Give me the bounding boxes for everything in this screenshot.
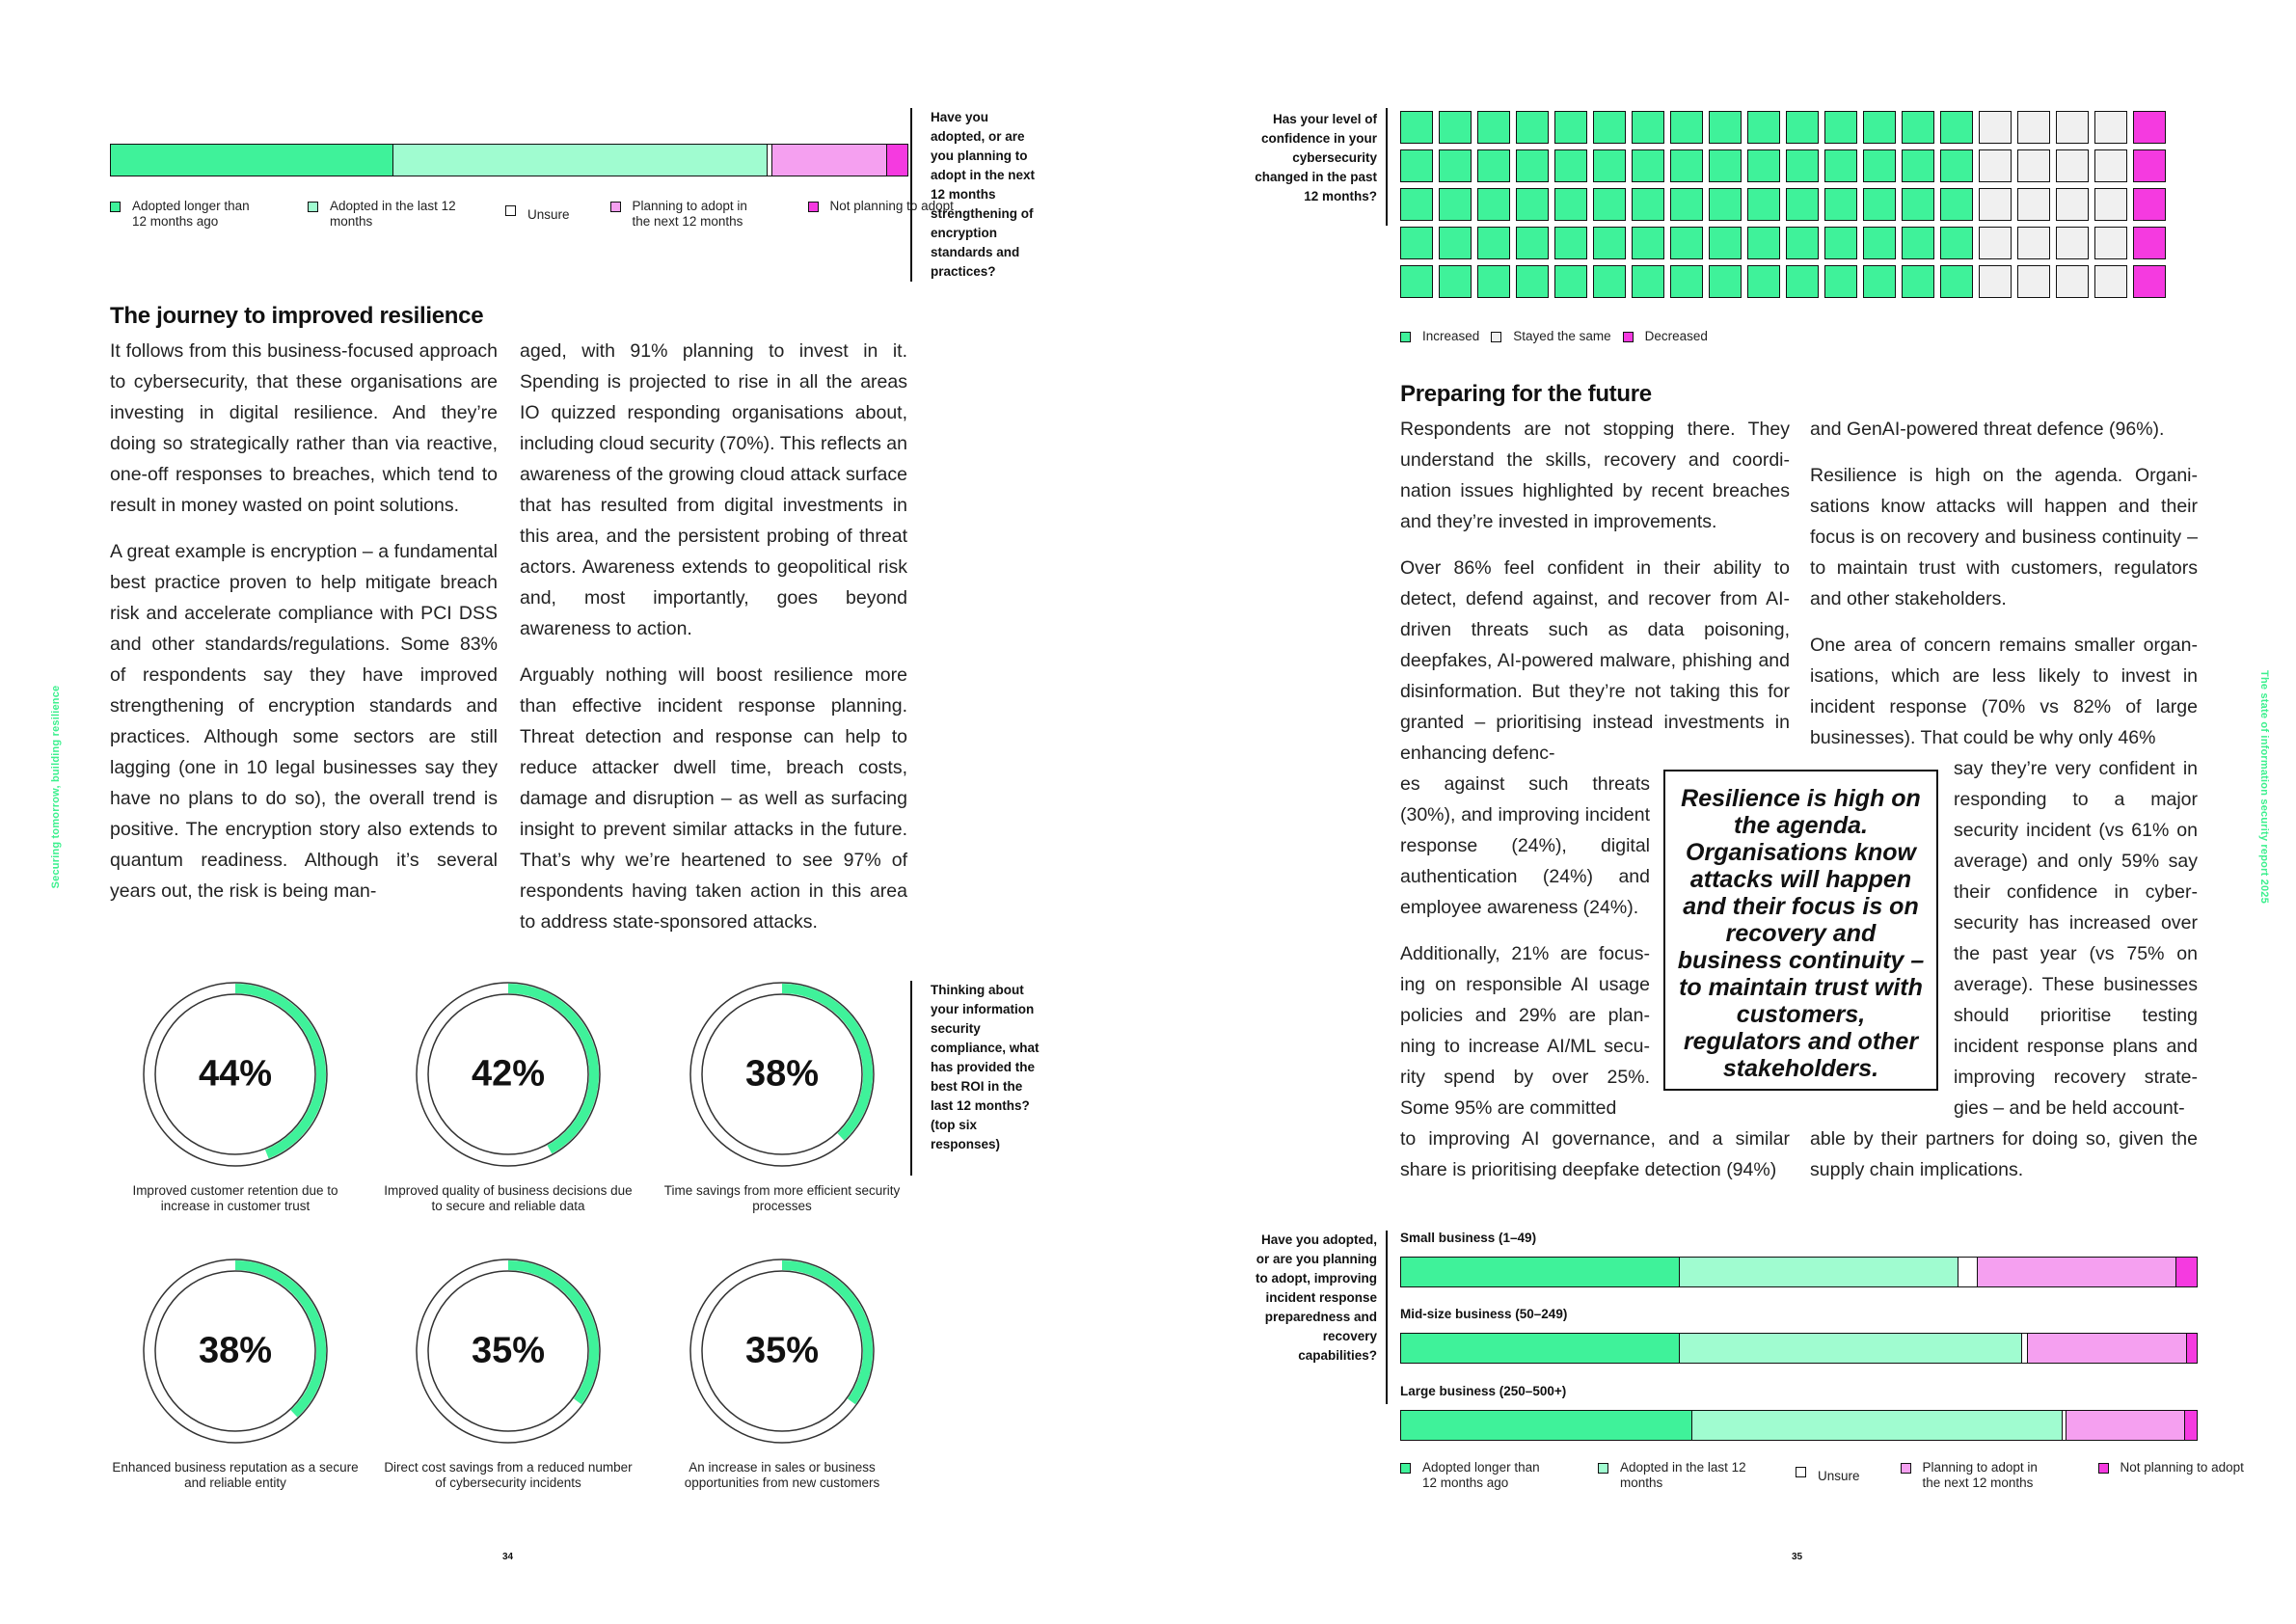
waffle-cell (1824, 265, 1857, 298)
waffle-cell (1400, 227, 1433, 259)
waffle-cell (1824, 227, 1857, 259)
donut-caption: Improved quality of business decisions due to secure and reliable data (384, 1183, 633, 1213)
incident-legend (1400, 1460, 2244, 1491)
waffle-cell (1439, 149, 1472, 182)
legend-label: Decreased (1644, 329, 1708, 343)
waffle-cell (1554, 188, 1587, 221)
waffle-cell (1554, 149, 1587, 182)
donut-percentage: 38% (198, 1330, 273, 1371)
waffle-cell (1709, 149, 1742, 182)
left-page-number: 34 (502, 1552, 514, 1562)
waffle-cell (1747, 111, 1780, 144)
legend-swatch (1598, 1463, 1608, 1474)
waffle-cell (1593, 227, 1626, 259)
waffle-cell (1786, 188, 1819, 221)
waffle-cell (1477, 149, 1510, 182)
paragraph: aged, with 91% planning to invest in it. Spending is projected to rise in all the areas IO quizzed responding organisations about, including cloud security (70%). This reflects an awareness of the growing cloud attack surface that has resulted from digital investments in this area, and the persistent probing of threat actors. Awareness extends to geopolitical risk and, most importantly, goes beyond awareness to action. (520, 340, 907, 639)
waffle-cell (1786, 111, 1819, 144)
legend-label: Planning to adopt in the next 12 months (1922, 1460, 2038, 1490)
legend-swatch (1901, 1463, 1911, 1474)
legend-label: Increased (1422, 329, 1480, 343)
incident-question-rule (1386, 1231, 1388, 1404)
right-side-label: The state of information security report 2025 (2258, 670, 2270, 904)
legend-swatch (1623, 332, 1634, 342)
confidence-question-rule (1386, 108, 1388, 226)
waffle-cell (2017, 188, 2050, 221)
waffle-cell (1824, 188, 1857, 221)
legend-swatch (1400, 1463, 1411, 1474)
paragraph: Additionally, 21% are focusing on responsible AI usage policies and 29% are planning to increase AI/ML security spend by over 25%. Some 95% are committed (1400, 943, 1650, 1119)
donut-percentage-box (695, 1313, 869, 1390)
waffle-cell (1516, 188, 1549, 221)
waffle-cell (1902, 227, 1934, 259)
legend-swatch (2098, 1463, 2109, 1474)
waffle-cell (1516, 111, 1549, 144)
waffle-cell (1439, 227, 1472, 259)
waffle-cell (1516, 227, 1549, 259)
waffle-cell (1400, 188, 1433, 221)
bar-segment (1401, 1334, 1680, 1363)
legend-label: Stayed the same (1513, 329, 1611, 343)
incident-stacked-bar (1400, 1333, 2198, 1364)
waffle-cell (1747, 188, 1780, 221)
waffle-cell (1824, 149, 1857, 182)
legend-item (1598, 1460, 1755, 1491)
incident-bar-label: Small business (1–49) (1400, 1231, 1537, 1245)
bar-segment (1401, 1258, 1680, 1286)
bar-segment (2176, 1258, 2197, 1286)
waffle-cell (1940, 188, 1973, 221)
waffle-cell (1902, 188, 1934, 221)
waffle-cell (1439, 188, 1472, 221)
legend-label: Planning to adopt in the next 12 months (632, 199, 747, 229)
waffle-cell (2133, 227, 2166, 259)
legend-item (1491, 329, 1610, 344)
waffle-cell (1593, 111, 1626, 144)
waffle-cell (1477, 188, 1510, 221)
incident-stacked-bar (1400, 1257, 2198, 1287)
waffle-cell (1979, 227, 2012, 259)
donut-percentage: 42% (471, 1053, 546, 1095)
bar-segment (1401, 1411, 1692, 1440)
right-page-number: 35 (1792, 1552, 1803, 1562)
donut-percentage: 44% (198, 1053, 273, 1095)
waffle-cell (1863, 265, 1896, 298)
legend-label: Adopted longer than 12 months ago (1422, 1460, 1540, 1490)
donut-percentage: 35% (471, 1330, 546, 1371)
bar-segment (2185, 1411, 2197, 1440)
waffle-cell (1516, 265, 1549, 298)
right-text-column-2-top (1810, 414, 2198, 769)
waffle-cell (1477, 111, 1510, 144)
waffle-cell (1863, 149, 1896, 182)
donut-caption: Improved customer retention due to increase in customer trust (132, 1183, 338, 1213)
waffle-cell (1786, 265, 1819, 298)
waffle-cell (1863, 188, 1896, 221)
waffle-cell (1516, 149, 1549, 182)
waffle-cell (1593, 149, 1626, 182)
waffle-cell (1979, 149, 2012, 182)
waffle-cell (1670, 265, 1703, 298)
donut-percentage-box (149, 1313, 322, 1390)
donut-caption: Enhanced business reputation as a secure and reliable entity (112, 1460, 359, 1490)
waffle-cell (1670, 188, 1703, 221)
waffle-cell (1747, 265, 1780, 298)
waffle-cell (1747, 149, 1780, 182)
encryption-question: Have you adopted, or are you planning to adopt in the next 12 months strengthening of encryption standards and practices? (931, 110, 1035, 279)
waffle-cell (1439, 111, 1472, 144)
waffle-cell (1670, 111, 1703, 144)
paragraph: Resilience is high on the agenda. Organisations know attacks will happen and their focus is on recovery and business continuity – to maintain trust with customers, regulators and other stakeholders. (1810, 465, 2198, 609)
bar-segment (2028, 1334, 2187, 1363)
paragraph: and GenAI-powered threat defence (96%). (1810, 419, 2165, 440)
waffle-cell (1709, 227, 1742, 259)
legend-label: Adopted in the last 12 months (1620, 1460, 1746, 1490)
paragraph: Arguably nothing will boost resilience more than effective incident response planning. Threat detection and response can help to reduce attacker dwell time, breach costs, damage and disruption – as well as surfacing insight to prevent similar attacks in the future. That’s why we’re heartened to see 97% of respondents having taken action in this area to address state-sponsored attacks. (520, 664, 907, 933)
waffle-cell (1554, 227, 1587, 259)
paragraph: A great example is encryption – a fundamental best practice proven to help mitigate breach risk and accelerate compliance with PCI DSS and other standards/regulations. Some 83% of respondents say they have improved strengthening of encryption standards and practices. Although some sectors are still lagging (one in 10 legal businesses say they have no plans to do so), the overall trend is positive. The encryption story also extends to quantum readiness. Although it’s several years out, the risk is being man- (110, 541, 498, 902)
waffle-cell (1477, 265, 1510, 298)
legend-label: Unsure (527, 207, 570, 222)
waffle-cell (1670, 149, 1703, 182)
waffle-cell (2133, 265, 2166, 298)
waffle-cell (1863, 111, 1896, 144)
waffle-cell (1400, 149, 1433, 182)
right-text-column-1-narrow (1400, 769, 1650, 1139)
waffle-cell (1824, 111, 1857, 144)
waffle-cell (2094, 111, 2127, 144)
legend-label: Adopted longer than 12 months ago (132, 199, 250, 229)
donut-percentage: 38% (744, 1053, 820, 1095)
paragraph: Over 86% feel confident in their ability to detect, defend against, and recover from AI-driven threats such as data poisoning, deepfakes, AI-powered malware, phishing and disinformation. But they’re not taking this for granted – prioritising instead investments in enhancing defenc- (1400, 557, 1790, 764)
waffle-cell (1940, 265, 1973, 298)
waffle-cell (2133, 149, 2166, 182)
waffle-cell (2094, 149, 2127, 182)
confidence-question: Has your level of confidence in your cybersecurity changed in the past 12 months? (1255, 112, 1377, 203)
legend-label: Adopted in the last 12 months (330, 199, 456, 229)
legend-swatch (1796, 1467, 1806, 1477)
legend-item (2098, 1460, 2244, 1475)
waffle-cell (1902, 149, 1934, 182)
waffle-cell (1632, 111, 1664, 144)
roi-question-rule (910, 981, 912, 1176)
confidence-legend (1400, 329, 1719, 344)
waffle-cell (1477, 227, 1510, 259)
bar-segment (1978, 1258, 2176, 1286)
waffle-cell (1709, 265, 1742, 298)
legend-swatch (1400, 332, 1411, 342)
waffle-cell (1747, 227, 1780, 259)
right-text-column-2-bottom: able by their partners for doing so, given the supply chain implications. (1810, 1128, 2198, 1180)
donut-caption: Time savings from more efficient security processes (663, 1183, 901, 1213)
waffle-cell (2017, 149, 2050, 182)
incident-question: Have you adopted, or are you planning to adopt, improving incident response preparedness and recovery capabilities? (1256, 1232, 1377, 1363)
bar-segment (2187, 1334, 2197, 1363)
bar-segment (1958, 1258, 1979, 1286)
paragraph: One area of concern remains smaller organisations, which are less likely to invest in incident response (70% vs 82% of large businesses). That could be why only 46% (1810, 635, 2198, 748)
donut-percentage-box (149, 1036, 322, 1113)
waffle-cell (1979, 265, 2012, 298)
incident-bar-label: Mid-size business (50–249) (1400, 1307, 1568, 1321)
roi-question: Thinking about your information security compliance, what has provided the best ROI in the last 12 months? (top six responses) (931, 983, 1040, 1151)
incident-stacked-bar (1400, 1410, 2198, 1441)
bar-segment (2066, 1411, 2185, 1440)
legend-swatch (1491, 332, 1501, 342)
waffle-cell (2056, 227, 2089, 259)
waffle-cell (1593, 265, 1626, 298)
pull-quote: Resilience is high on the agenda. Organisations know attacks will happen and their focus is on recovery and business continuity – to maintain trust with customers, regulators and other stakeholders. (1663, 770, 1938, 1091)
confidence-waffle-grid (1400, 111, 2166, 298)
waffle-cell (2133, 111, 2166, 144)
legend-item (1901, 1460, 2058, 1491)
bar-segment (1680, 1334, 2022, 1363)
waffle-cell (2056, 111, 2089, 144)
waffle-cell (1670, 227, 1703, 259)
bar-segment (1680, 1258, 1958, 1286)
waffle-cell (1400, 111, 1433, 144)
waffle-cell (1632, 149, 1664, 182)
waffle-cell (1439, 265, 1472, 298)
waffle-cell (1979, 111, 2012, 144)
left-side-label: Securing tomorrow, building resilience (50, 685, 62, 889)
section-title-future: Preparing for the future (1400, 381, 1652, 407)
waffle-cell (2094, 227, 2127, 259)
bar-segment (1692, 1411, 2063, 1440)
waffle-cell (1940, 111, 1973, 144)
waffle-cell (1902, 111, 1934, 144)
donut-percentage-box (695, 1036, 869, 1113)
waffle-cell (2094, 188, 2127, 221)
right-text-column-1-top (1400, 414, 1790, 784)
waffle-cell (1786, 227, 1819, 259)
right-text-column-1-bottom: to improving AI governance, and a similar share is prioritising deepfake detection (94%) (1400, 1128, 1790, 1180)
waffle-cell (1554, 265, 1587, 298)
waffle-cell (1632, 265, 1664, 298)
waffle-cell (2056, 188, 2089, 221)
waffle-cell (1902, 265, 1934, 298)
legend-item (1400, 329, 1479, 344)
donut-percentage-box (421, 1036, 595, 1113)
right-text-column-2-narrow: say they’re very confident in responding to a major security incident (vs 61% on average) and only 59% say their confidence in cybersecurity has increased over the past year (vs 75% on average). These businesses should prioritise testing incident response plans and improving recovery strategies – and be held account- (1954, 758, 2198, 1119)
waffle-cell (2133, 188, 2166, 221)
waffle-cell (1593, 188, 1626, 221)
waffle-cell (1709, 111, 1742, 144)
paragraph: es against such threats (30%), and improving incident response (24%), digital authentication (24%) and employee awareness (24%). (1400, 773, 1650, 918)
donut-percentage: 35% (744, 1330, 820, 1371)
waffle-cell (2017, 111, 2050, 144)
legend-item (1796, 1460, 1860, 1484)
waffle-cell (1709, 188, 1742, 221)
waffle-cell (2056, 265, 2089, 298)
section-title-resilience: The journey to improved resilience (110, 303, 484, 329)
legend-item (1400, 1460, 1557, 1491)
paragraph: Respondents are not stopping there. They understand the skills, recovery and coordination issues highlighted by recent breaches and they’re invested in improvements. (1400, 419, 1790, 532)
waffle-cell (2056, 149, 2089, 182)
waffle-cell (1863, 227, 1896, 259)
donut-caption: Direct cost savings from a reduced number of cybersecurity incidents (384, 1460, 633, 1490)
legend-label: Not planning to adopt (829, 199, 954, 213)
waffle-cell (1979, 188, 2012, 221)
incident-bar-label: Large business (250–500+) (1400, 1384, 1567, 1398)
paragraph: It follows from this business-focused approach to cybersecurity, that these organisations are investing in digital resilience. And they’re doing so strategically rather than via reactive, one-off responses to breaches, which tend to result in money wasted on point solutions. (110, 340, 498, 516)
waffle-cell (1400, 265, 1433, 298)
waffle-cell (1554, 111, 1587, 144)
waffle-cell (2094, 265, 2127, 298)
waffle-cell (1632, 227, 1664, 259)
waffle-cell (1940, 227, 1973, 259)
legend-item (1623, 329, 1708, 344)
legend-label: Not planning to adopt (2120, 1460, 2244, 1475)
waffle-cell (1786, 149, 1819, 182)
waffle-cell (1940, 149, 1973, 182)
waffle-cell (2017, 265, 2050, 298)
bar-segment (2022, 1334, 2029, 1363)
waffle-cell (2017, 227, 2050, 259)
donut-percentage-box (421, 1313, 595, 1390)
waffle-cell (1632, 188, 1664, 221)
donut-caption: An increase in sales or business opportunities from new customers (684, 1460, 880, 1490)
legend-label: Unsure (1818, 1469, 1860, 1483)
